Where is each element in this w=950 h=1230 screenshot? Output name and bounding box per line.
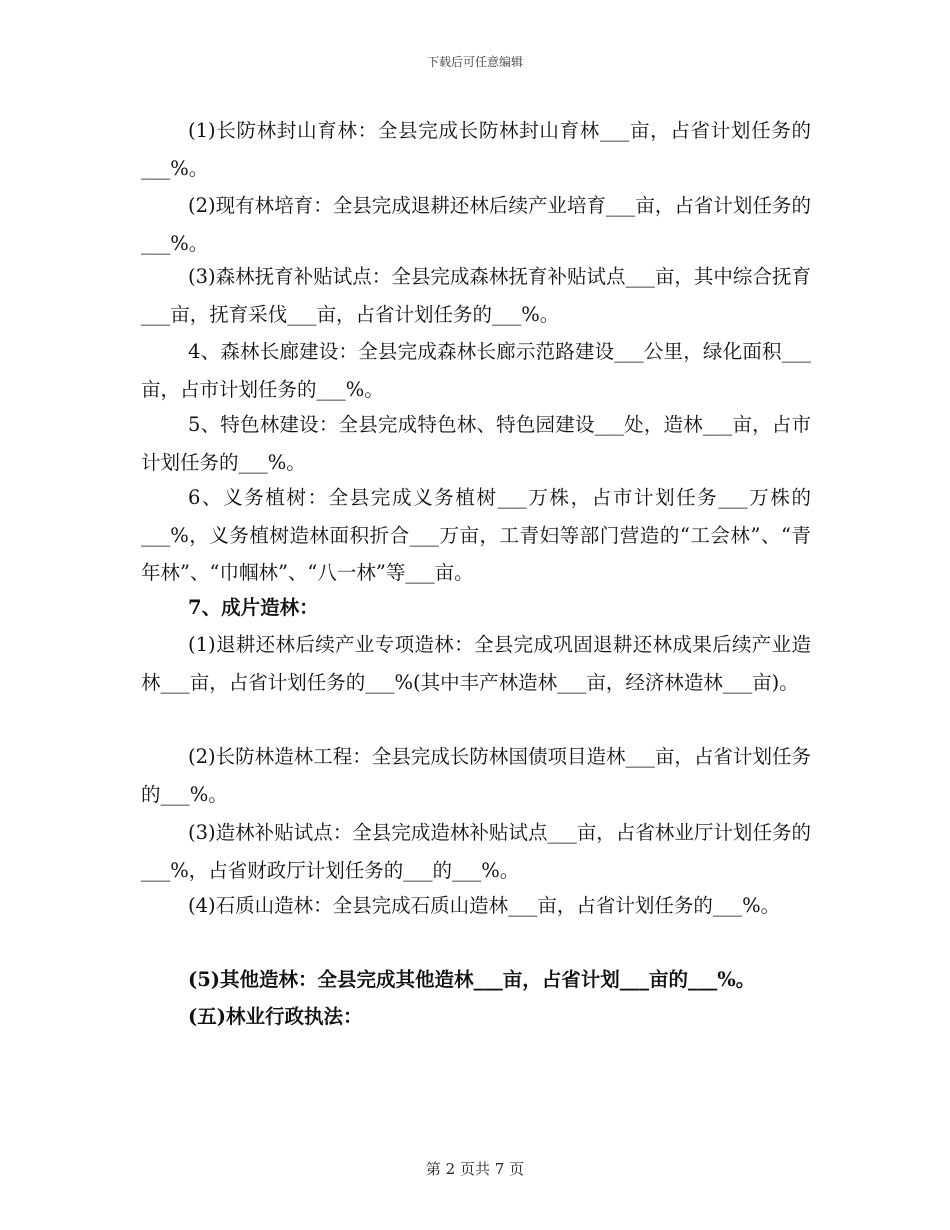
section-heading-5: (五)林业行政执法： (188, 1005, 363, 1028)
paragraph-7-2: (2)长防林造林工程：全县完成长防林国债项目造林___亩，占省计划任务的___%。 (141, 745, 811, 806)
paragraph-6: 6、义务植树：全县完成义务植树___万株，占市计划任务___万株的___%，义务植树造林面积折合___万亩，工青妇等部门营造的“工会林”、“青年林”、“巾帼林”、“八一林”等___亩。 (141, 486, 811, 584)
paragraph-7-5: (5)其他造林：全县完成其他造林___亩，占省计划___亩的___%。 (188, 968, 756, 991)
paragraph-5: 5、特色林建设：全县完成特色林、特色园建设___处，造林___亩，占市计划任务的___%。 (141, 413, 811, 474)
paragraph-7-3: (3)造林补贴试点：全县完成造林补贴试点___亩，占省林业厅计划任务的___%，占省财政厅计划任务的___的___%。 (141, 821, 811, 882)
section-heading-7: 7、成片造林： (188, 596, 319, 619)
paragraph-3: (3)森林抚育补贴试点：全县完成森林抚育补贴试点___亩，其中综合抚育___亩，抚育采伐___亩，占省计划任务的___%。 (141, 265, 811, 326)
page-header: 下载后可任意编辑 (426, 55, 523, 69)
paragraph-4: 4、森林长廊建设：全县完成森林长廊示范路建设___公里，绿化面积___亩，占市计划任务的___%。 (141, 340, 811, 401)
paragraph-7-1: (1)退耕还林后续产业专项造林：全县完成巩固退耕还林成果后续产业造林___亩，占省计划任务的___%(其中丰产林造林___亩，经济林造林___亩)。 (141, 633, 811, 694)
paragraph-2: (2)现有林培育：全县完成退耕还林后续产业培育___亩，占省计划任务的___%。 (141, 194, 811, 255)
page-footer: 第 2 页共 7 页 (425, 1160, 525, 1178)
paragraph-7-4: (4)石质山造林：全县完成石质山造林___亩，占省计划任务的___%。 (188, 894, 781, 917)
paragraph-1: (1)长防林封山育林：全县完成长防林封山育林___亩，占省计划任务的___%。 (141, 119, 811, 180)
